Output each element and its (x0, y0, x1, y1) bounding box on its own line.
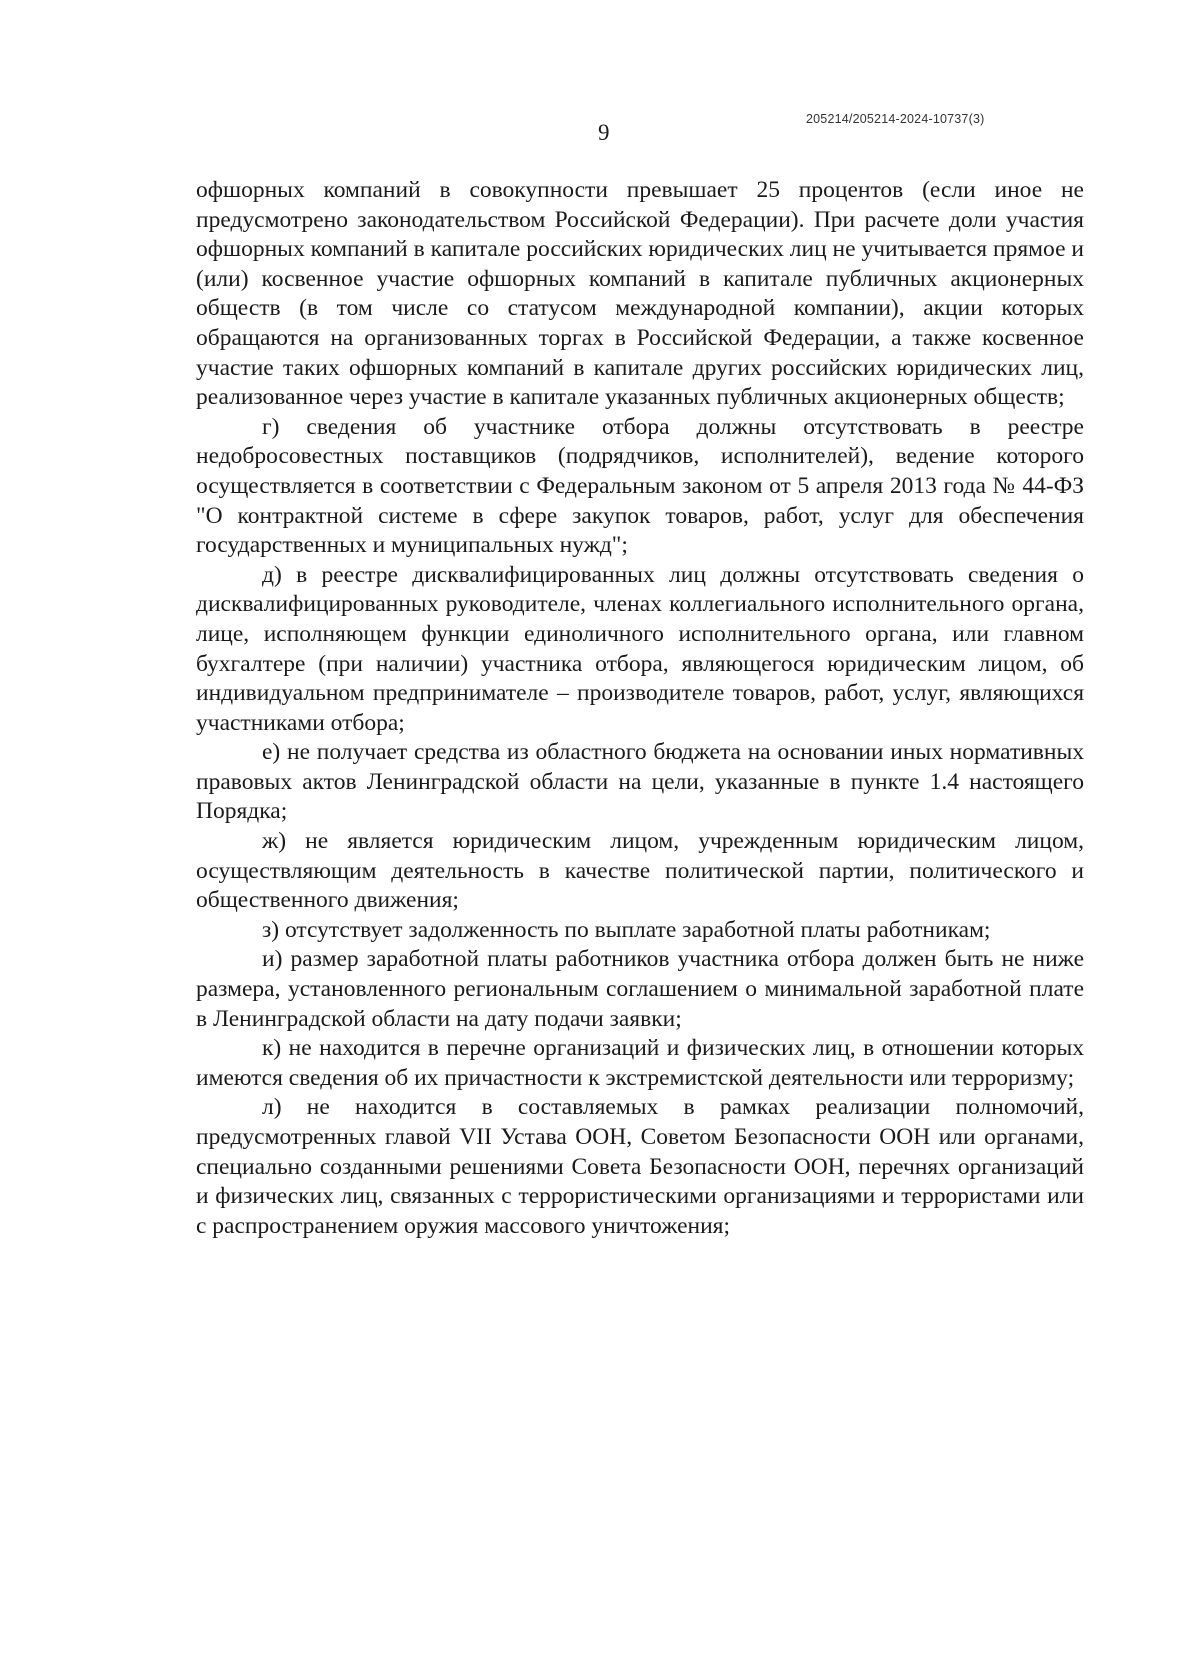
paragraph-item-i: и) размер заработной платы работников участника отбора должен быть не ниже размера, установленного региональным соглашением о минимальной заработной плате в Ленинградской области на дату подачи заявки; (196, 946, 1084, 1032)
paragraph-item-k: к) не находится в перечне организаций и физических лиц, в отношении которых имеются сведения об их причастности к экстремистской деятельности или терроризму; (196, 1035, 1084, 1091)
document-body (196, 176, 1084, 1241)
page-number: 9 (598, 120, 610, 145)
paragraph-item-zh: ж) не является юридическим лицом, учрежденным юридическим лицом, осуществляющим деятельность в качестве политической партии, политического и общественного движения; (196, 828, 1084, 914)
paragraph-item-g: г) сведения об участнике отбора должны отсутствовать в реестре недобросовестных поставщиков (подрядчиков, исполнителей), ведение которого осуществляется в соответствии с Федеральным законом от 5 апреля 2013 года № 44-ФЗ "О контрактной системе в сфере закупок товаров, работ, услуг для обеспечения государственных и муниципальных нужд"; (196, 413, 1084, 559)
document-registration-number: 205214/205214-2024-10737(3) (806, 112, 985, 126)
paragraph-item-l: л) не находится в составляемых в рамках реализации полномочий, предусмотренных главой VII Устава ООН, Советом Безопасности ООН или органами, специально созданными решениями Совета Безопасности ООН, перечнях организаций и физических лиц, связанных с террористическими организациями и террористами или с распространением оружия массового уничтожения; (196, 1094, 1084, 1239)
paragraph-item-d: д) в реестре дисквалифицированных лиц должны отсутствовать сведения о дисквалифицированных руководителе, членах коллегиального исполнительного органа, лице, исполняющем функции единоличного исполнительного органа, или главном бухгалтере (при наличии) участника отбора, являющегося юридическим лицом, об индивидуальном предпринимателе – производителе товаров, работ, услуг, являющихся участниками отбора; (196, 561, 1084, 736)
paragraph-continuation: офшорных компаний в совокупности превышает 25 процентов (если иное не предусмотрено законодательством Российской Федерации). При расчете доли участия офшорных компаний в капитале российских юридических лиц не учитывается прямое и (или) косвенное участие офшорных компаний в капитале публичных акционерных обществ (в том числе со статусом международной компании), акции которых обращаются на организованных торгах в Российской Федерации, а также косвенное участие таких офшорных компаний в капитале других российских юридических лиц, реализованное через участие в капитале указанных публичных акционерных обществ; (196, 177, 1084, 411)
paragraph-item-e: е) не получает средства из областного бюджета на основании иных нормативных правовых актов Ленинградской области на цели, указанные в пункте 1.4 настоящего Порядка; (196, 739, 1084, 825)
paragraph-item-z: з) отсутствует задолженность по выплате заработной платы работникам; (262, 916, 991, 943)
